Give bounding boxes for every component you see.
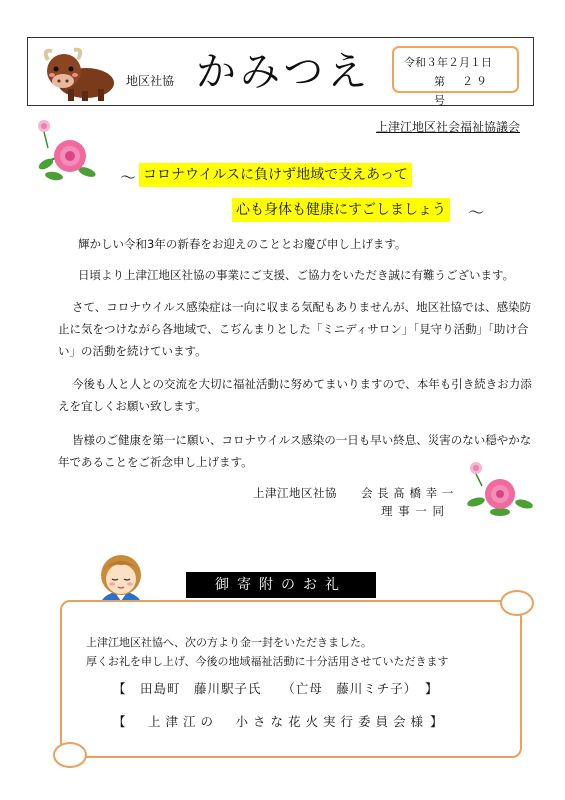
thanks-paragraph: 日頃より上津江地区社協の事業にご支援、ご協力をいただき誠に有難うございます。 [78, 268, 515, 282]
request-paragraph: 今後も人と人との交流を大切に福祉活動に努めてまいりますので、本年も引き続きお力添えを宜しくお願い致します。 [58, 377, 532, 413]
donor-entry-1: 【 田島町 藤川駅子氏 （亡母 藤川ミチ子） [113, 681, 418, 696]
ox-mascot-icon [40, 43, 120, 103]
peony-flower-icon [32, 114, 107, 184]
greeting-paragraph: 輝かしい令和3年の新春をお迎えのこととお慶び申し上げます。 [78, 237, 407, 251]
org-label: 地区社協 [126, 74, 175, 88]
donor-entry-2: 【 上津江の 小さな花火実行委員会様 [113, 714, 429, 729]
slogan-line-1 [139, 164, 412, 184]
slogan-text-2: 心も身体も健康にすごしましょう [232, 198, 450, 222]
slogan-tilde-right: ～ [468, 203, 485, 222]
issue-number: 第 ２９ 号 [434, 75, 504, 107]
scroll-curl-top-right [500, 590, 534, 616]
peony-flower-icon [462, 458, 537, 518]
donation-thanks-banner: 御寄附のお礼 [186, 572, 376, 598]
donor-entry-2-close: 】 [430, 714, 443, 729]
activities-paragraph: さて、コロナウイルス感染症は一向に収まる気配もありませんが、地区社協では、感染防止に気をつけながら各地域で、こぢんまりとした「ミニディサロン」「見守り活動」「助け合い」の活動を続けています。 [58, 300, 532, 358]
issue-info-box [392, 46, 519, 107]
slogan-tilde-left: ～ [120, 168, 137, 187]
signature-chairman: 上津江地区社協 会 長 髙 橋 幸 一 [253, 486, 454, 500]
donation-intro-line-1: 上津江地区社協へ、次の方より金一封をいただきました。 [86, 636, 372, 649]
newsletter-title: かみつえ [196, 49, 372, 95]
signature-board: 理 事 一 同 [381, 504, 445, 518]
donation-intro-line-2: 厚くお礼を申し上げ、今後の地域福祉活動に十分活用させていただきます [86, 655, 449, 668]
slogan-line-2 [232, 199, 450, 219]
scroll-curl-bottom-left [53, 742, 87, 768]
donor-entry-1-close: 】 [425, 681, 438, 696]
wishes-paragraph: 皆様のご健康を第一に願い、コロナウイルス感染の一日も早い終息、災害のない穏やかな年であることをご祈念申し上げます。 [58, 433, 532, 469]
publisher: 上津江地区社会福祉協議会 [375, 120, 520, 134]
issue-date: 令和３年２月１日 [404, 56, 492, 69]
slogan-text-1: コロナウイルスに負けず地域で支えあって [139, 163, 412, 187]
